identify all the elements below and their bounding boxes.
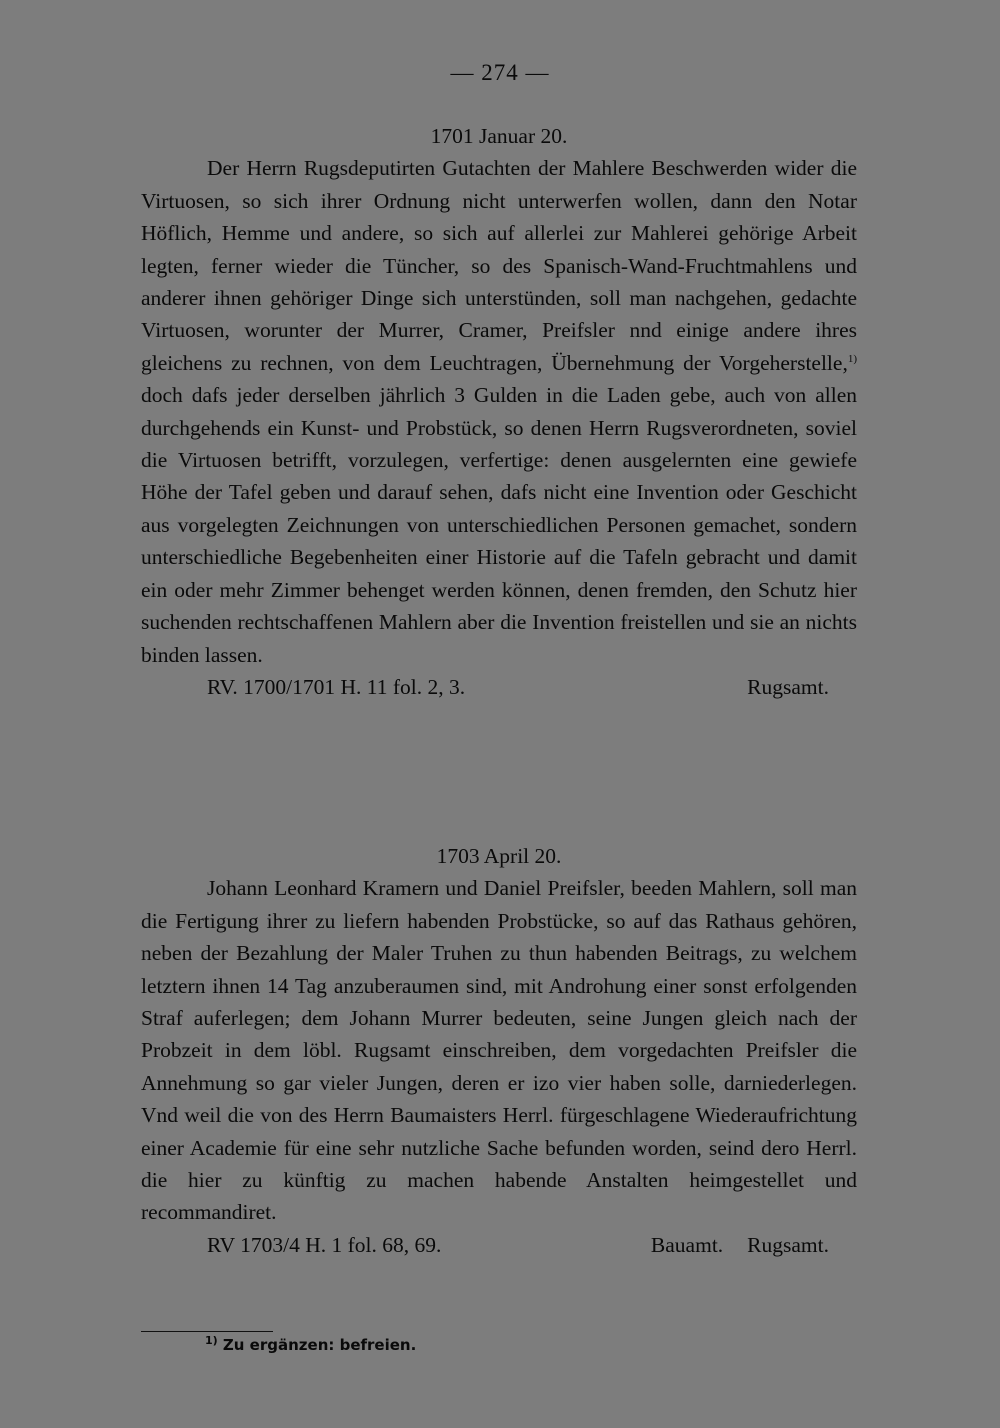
entry-body [141,152,857,671]
office-rugsamt: Rugsamt. [747,674,829,699]
footnote-divider [141,1331,273,1332]
entry-reference-line [141,671,857,703]
entry-date: 1703 April 20. [436,844,562,868]
page-number: — 274 — [450,60,550,85]
archive-reference: RV 1703/4 H. 1 fol. 68, 69. [207,1232,442,1257]
archive-reference: RV. 1700/1701 H. 11 fol. 2, 3. [207,674,466,699]
footnote-marker: 1) [205,1334,218,1347]
entry-date: 1701 Januar 20. [430,124,568,148]
footnote-reference[interactable]: 1) [847,352,857,365]
entry-body-text: Der Herrn Rugsdeputirten Gutachten der Mahlere Beschwerden wider die Virtuosen, so sich ihrer Ordnung nicht unterwerfen wollen, dann den Notar Höflich, Hemme und andere, so sich auf allerlei zur Mahlerei gehörige Arbeit legten, ferner wieder die Tüncher, so des Spanisch-Wand-Fruchtmahlens und anderer ihnen gehöriger Dinge sich unterstünden, soll man nachgehen, gedachte Virtuosen, worunter der Murrer, Cramer, Preifsler nnd einige andere ihres gleichens zu rechnen, von dem Leuchtragen, Übernehmung der Vorgeherstelle, [141,156,857,375]
office-bauamt: Bauamt. [650,1232,724,1257]
office-rugsamt: Rugsamt. [747,1232,829,1257]
entry-body: Johann Leonhard Kramern und Daniel Preifsler, beeden Mahlern, soll man die Fertigung ihrer zu liefern habenden Probstücke, so auf das Rathaus gehören, neben der Bezahlung der Maler Truhen zu thun habenden Beitrags, zu welchem letztern ihnen 14 Tag anzuberaumen sind, mit Androhung einer sonst erfolgenden Straf auferlegen; dem Johann Murrer bedeuten, seine Jungen gleich nach der Probzeit in dem löbl. Rugsamt einschreiben, dem vorgedachten Preifsler die Annehmung so gar vieler Jungen, deren er izo vier haben solle, darniederlegen. Vnd weil die von des Herrn Baumaisters Herrl. fürgeschlagene Wiederaufrichtung einer Academie für eine sehr nutzliche Sache befunden worden, seind dero Herrl. die hier zu künftig zu machen habende Anstalten heimgestellet und recommandiret. [141,876,857,1225]
entry-1703 [141,840,857,1261]
footnote [205,1336,416,1354]
office-list [747,671,829,703]
footnote-text: Zu ergänzen: befreien. [217,1336,417,1354]
entry-1701 [141,120,857,703]
office-list [651,1229,829,1261]
entry-body-text-continued: doch dafs jeder derselben jährlich 3 Gulden in die Laden gebe, auch von allen durchgehends ein Kunst- und Probstück, so denen Herrn Rugsverordneten, soviel die Virtuosen betrifft, vorzulegen, verfertige: denen ausgelernten eine gewiefe Höhe der Tafel geben und darauf sehen, dafs nicht eine Invention oder Geschicht aus vorgelegten Zeichnungen von unterschiedlichen Personen gemachet, sondern unterschiedliche Begebenheiten einer Historie auf die Tafeln gebracht und damit ein oder mehr Zimmer behenget werden können, denen fremden, den Schutz hier suchenden rechtschaffenen Mahlern aber die Invention freistellen und sie an nichts binden lassen. [141,383,857,667]
entry-reference-line [141,1229,857,1261]
